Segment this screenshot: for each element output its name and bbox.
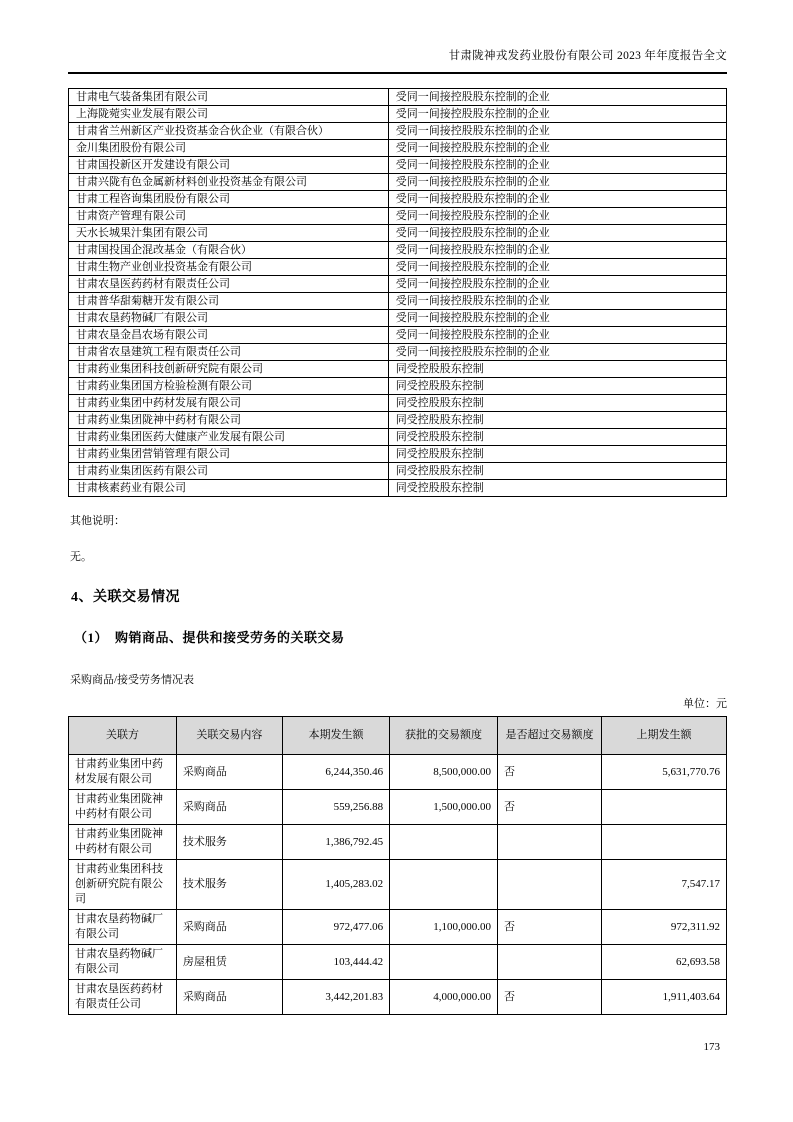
cell-prior-amount: 62,693.58 — [601, 945, 726, 980]
related-party-relation: 同受控股股东控制 — [388, 463, 726, 480]
column-header-transaction-content: 关联交易内容 — [176, 717, 282, 755]
cell-transaction-content: 技术服务 — [176, 860, 282, 910]
cell-prior-amount: 1,911,403.64 — [601, 980, 726, 1015]
cell-exceeds-quota: 否 — [498, 755, 602, 790]
related-party-relation: 受同一间接控股股东控制的企业 — [388, 310, 726, 327]
related-party-row — [69, 106, 727, 123]
other-notes-label: 其他说明： — [70, 515, 125, 527]
column-header-approved-quota: 获批的交易额度 — [390, 717, 498, 755]
cell-approved-quota: 8,500,000.00 — [390, 755, 498, 790]
page-number: 173 — [703, 1041, 720, 1053]
related-party-row — [69, 157, 727, 174]
related-party-row — [69, 361, 727, 378]
related-party-relation: 受同一间接控股股东控制的企业 — [388, 157, 726, 174]
cell-prior-amount: 5,631,770.76 — [601, 755, 726, 790]
related-party-name: 甘肃国投国企混改基金（有限合伙） — [69, 242, 389, 259]
purchase-transaction-row — [69, 860, 727, 910]
related-party-name: 甘肃药业集团医药有限公司 — [69, 463, 389, 480]
related-party-name: 甘肃药业集团医药大健康产业发展有限公司 — [69, 429, 389, 446]
related-party-name: 甘肃省农垦建筑工程有限责任公司 — [69, 344, 389, 361]
related-party-relation: 同受控股股东控制 — [388, 395, 726, 412]
section-heading-related-transactions: 4、关联交易情况 — [71, 590, 180, 605]
related-party-row — [69, 378, 727, 395]
related-party-name: 上海陇菀实业发展有限公司 — [69, 106, 389, 123]
cell-current-amount: 972,477.06 — [282, 910, 389, 945]
purchase-transaction-row — [69, 945, 727, 980]
cell-current-amount: 1,386,792.45 — [282, 825, 389, 860]
cell-current-amount: 103,444.42 — [282, 945, 389, 980]
related-party-relation: 受同一间接控股股东控制的企业 — [388, 327, 726, 344]
cell-transaction-content: 采购商品 — [176, 910, 282, 945]
cell-current-amount: 3,442,201.83 — [282, 980, 389, 1015]
related-party-relation: 受同一间接控股股东控制的企业 — [388, 191, 726, 208]
purchase-transaction-row — [69, 980, 727, 1015]
related-party-relation: 受同一间接控股股东控制的企业 — [388, 123, 726, 140]
cell-transaction-content: 采购商品 — [176, 980, 282, 1015]
related-party-relation: 同受控股股东控制 — [388, 378, 726, 395]
related-party-relation: 同受控股股东控制 — [388, 412, 726, 429]
related-party-name: 甘肃农垦医药药材有限责任公司 — [69, 276, 389, 293]
related-party-row — [69, 225, 727, 242]
column-header-exceeds-quota: 是否超过交易额度 — [498, 717, 602, 755]
cell-related-party: 甘肃药业集团陇神中药材有限公司 — [69, 825, 177, 860]
related-party-name: 甘肃农垦金昌农场有限公司 — [69, 327, 389, 344]
related-party-name: 甘肃兴陇有色金属新材料创业投资基金有限公司 — [69, 174, 389, 191]
related-party-name: 金川集团股份有限公司 — [69, 140, 389, 157]
related-party-name: 甘肃药业集团陇神中药材有限公司 — [69, 412, 389, 429]
related-party-row — [69, 140, 727, 157]
cell-related-party: 甘肃农垦药物碱厂有限公司 — [69, 910, 177, 945]
related-party-name: 天水长城果汁集团有限公司 — [69, 225, 389, 242]
related-party-relation: 同受控股股东控制 — [388, 446, 726, 463]
cell-related-party: 甘肃农垦药物碱厂有限公司 — [69, 945, 177, 980]
related-party-name: 甘肃工程咨询集团股份有限公司 — [69, 191, 389, 208]
column-header-related-party: 关联方 — [69, 717, 177, 755]
cell-exceeds-quota: 否 — [498, 910, 602, 945]
cell-prior-amount — [601, 825, 726, 860]
cell-transaction-content: 采购商品 — [176, 755, 282, 790]
related-party-relation: 受同一间接控股股东控制的企业 — [388, 140, 726, 157]
related-party-relation: 同受控股股东控制 — [388, 361, 726, 378]
cell-exceeds-quota: 否 — [498, 980, 602, 1015]
related-party-row — [69, 242, 727, 259]
related-party-relation: 受同一间接控股股东控制的企业 — [388, 106, 726, 123]
related-party-row — [69, 429, 727, 446]
related-party-row — [69, 446, 727, 463]
related-party-row — [69, 395, 727, 412]
related-party-name: 甘肃药业集团营销管理有限公司 — [69, 446, 389, 463]
related-party-row — [69, 259, 727, 276]
related-parties-table — [68, 88, 727, 497]
related-party-name: 甘肃药业集团科技创新研究院有限公司 — [69, 361, 389, 378]
related-party-row — [69, 174, 727, 191]
related-party-relation: 受同一间接控股股东控制的企业 — [388, 174, 726, 191]
related-party-relation: 受同一间接控股股东控制的企业 — [388, 225, 726, 242]
cell-approved-quota: 1,500,000.00 — [390, 790, 498, 825]
related-party-relation: 受同一间接控股股东控制的企业 — [388, 344, 726, 361]
cell-approved-quota — [390, 945, 498, 980]
cell-related-party: 甘肃药业集团科技创新研究院有限公司 — [69, 860, 177, 910]
purchase-transaction-row — [69, 755, 727, 790]
cell-approved-quota: 1,100,000.00 — [390, 910, 498, 945]
related-party-row — [69, 463, 727, 480]
running-header — [68, 48, 727, 74]
cell-transaction-content: 采购商品 — [176, 790, 282, 825]
cell-exceeds-quota: 否 — [498, 790, 602, 825]
cell-transaction-content: 房屋租赁 — [176, 945, 282, 980]
related-party-row — [69, 276, 727, 293]
related-party-name: 甘肃农垦药物碱厂有限公司 — [69, 310, 389, 327]
related-party-relation: 受同一间接控股股东控制的企业 — [388, 242, 726, 259]
related-party-relation: 同受控股股东控制 — [388, 429, 726, 446]
cell-transaction-content: 技术服务 — [176, 825, 282, 860]
related-party-relation: 受同一间接控股股东控制的企业 — [388, 293, 726, 310]
cell-current-amount: 559,256.88 — [282, 790, 389, 825]
related-party-name: 甘肃药业集团中药材发展有限公司 — [69, 395, 389, 412]
related-party-row — [69, 480, 727, 497]
column-header-current-amount: 本期发生额 — [282, 717, 389, 755]
cell-prior-amount: 972,311.92 — [601, 910, 726, 945]
cell-exceeds-quota — [498, 945, 602, 980]
related-party-name: 甘肃省兰州新区产业投资基金合伙企业（有限合伙） — [69, 123, 389, 140]
purchase-transaction-row — [69, 910, 727, 945]
related-party-row — [69, 208, 727, 225]
related-party-name: 甘肃电气装备集团有限公司 — [69, 89, 389, 106]
cell-exceeds-quota — [498, 825, 602, 860]
cell-related-party: 甘肃药业集团中药材发展有限公司 — [69, 755, 177, 790]
related-party-row — [69, 89, 727, 106]
related-party-row — [69, 327, 727, 344]
related-party-row — [69, 412, 727, 429]
related-party-name: 甘肃资产管理有限公司 — [69, 208, 389, 225]
related-party-relation: 受同一间接控股股东控制的企业 — [388, 259, 726, 276]
cell-prior-amount: 7,547.17 — [601, 860, 726, 910]
cell-exceeds-quota — [498, 860, 602, 910]
related-party-relation: 同受控股股东控制 — [388, 480, 726, 497]
purchase-transaction-row — [69, 790, 727, 825]
purchase-transaction-row — [69, 825, 727, 860]
purchase-table-caption: 采购商品/接受劳务情况表 — [70, 674, 195, 686]
cell-approved-quota: 4,000,000.00 — [390, 980, 498, 1015]
other-notes-value: 无。 — [70, 551, 92, 563]
related-party-name: 甘肃国投新区开发建设有限公司 — [69, 157, 389, 174]
related-party-name: 甘肃生物产业创业投资基金有限公司 — [69, 259, 389, 276]
column-header-prior-amount: 上期发生额 — [601, 717, 726, 755]
related-party-row — [69, 293, 727, 310]
related-party-name: 甘肃药业集团国方检验检测有限公司 — [69, 378, 389, 395]
cell-current-amount: 6,244,350.46 — [282, 755, 389, 790]
report-title: 甘肃陇神戎发药业股份有限公司 2023 年年度报告全文 — [448, 50, 727, 62]
related-party-name: 甘肃普华甜菊糖开发有限公司 — [69, 293, 389, 310]
cell-prior-amount — [601, 790, 726, 825]
related-party-relation: 受同一间接控股股东控制的企业 — [388, 89, 726, 106]
subsection-heading-purchase-sales: （1） 购销商品、提供和接受劳务的关联交易 — [74, 630, 345, 645]
cell-related-party: 甘肃药业集团陇神中药材有限公司 — [69, 790, 177, 825]
unit-label: 单位：元 — [683, 698, 727, 710]
related-party-name: 甘肃核素药业有限公司 — [69, 480, 389, 497]
cell-related-party: 甘肃农垦医药药材有限责任公司 — [69, 980, 177, 1015]
cell-current-amount: 1,405,283.02 — [282, 860, 389, 910]
related-party-relation: 受同一间接控股股东控制的企业 — [388, 208, 726, 225]
related-party-relation: 受同一间接控股股东控制的企业 — [388, 276, 726, 293]
cell-approved-quota — [390, 860, 498, 910]
related-party-row — [69, 123, 727, 140]
related-party-row — [69, 310, 727, 327]
related-party-row — [69, 344, 727, 361]
purchase-transactions-table — [68, 716, 727, 1015]
table-header-row — [69, 717, 727, 755]
related-party-row — [69, 191, 727, 208]
cell-approved-quota — [390, 825, 498, 860]
